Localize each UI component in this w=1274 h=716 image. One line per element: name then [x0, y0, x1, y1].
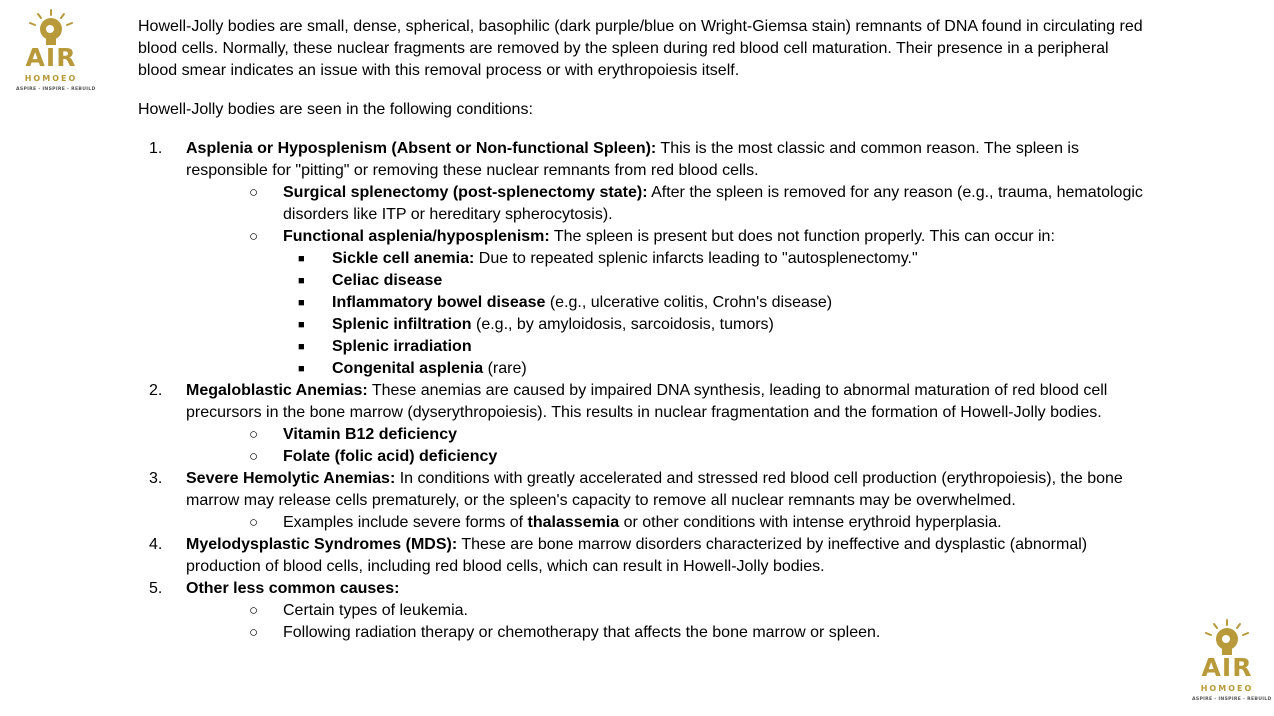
sub-list: [186, 424, 1148, 468]
brand-subtitle: HOMOEO: [1200, 684, 1254, 693]
item-text: These anemias are caused by impaired DNA synthesis, leading to abnormal maturation of red blood cell precursors in the bone marrow (dyserythropoiesis). This results in nuclear fragmentation and the formation of Howell-Jolly bodies.: [186, 382, 1108, 421]
sub-item-prefix: Examples include severe forms of: [283, 514, 528, 531]
brand-tagline: ASPIRE - INSPIRE - REBUILD: [16, 87, 96, 92]
sub-sub-item: [186, 270, 1148, 292]
square-bullet-icon: ■: [298, 253, 305, 265]
sub-item-title: Folate (folic acid) deficiency: [283, 448, 498, 465]
item-title: Asplenia or Hyposplenism (Absent or Non-functional Spleen):: [186, 140, 657, 157]
sub-list: [186, 600, 1148, 644]
sub-item-title: Vitamin B12 deficiency: [283, 426, 457, 443]
item-number: 1.: [149, 140, 163, 157]
hollow-bullet-icon: ○: [249, 184, 259, 201]
lead-paragraph: Howell-Jolly bodies are seen in the following conditions:: [138, 101, 533, 118]
square-bullet-icon: ■: [298, 275, 305, 287]
brand-logo-bottom-right: [1192, 619, 1272, 705]
sub-list: [186, 182, 1148, 380]
sub-item: [186, 424, 1148, 446]
sub-sub-item-text: (e.g., ulcerative colitis, Crohn's disease): [545, 294, 833, 311]
sub-sub-item-title: Sickle cell anemia:: [332, 250, 475, 267]
list-item: [138, 468, 1148, 534]
sub-item: [186, 622, 1148, 644]
sub-item: [186, 446, 1148, 468]
square-bullet-icon: ■: [298, 341, 305, 353]
sub-sub-item: [186, 248, 1148, 270]
sub-sub-item-text: Due to repeated splenic infarcts leading to "autosplenectomy.": [474, 250, 918, 267]
sub-sub-item: [186, 336, 1148, 358]
sub-item: [186, 182, 1148, 226]
item-text: In conditions with greatly accelerated and stressed red blood cell production (erythropoiesis), the bone marrow may release cells prematurely, or the spleen's capacity to remove all nuclear remnants may be overwhelmed.: [186, 470, 1123, 509]
sub-sub-item-title: Splenic irradiation: [332, 338, 472, 355]
sub-sub-item: [186, 314, 1148, 336]
item-number: 4.: [149, 536, 163, 553]
sub-item-text: After the spleen is removed for any reason (e.g., trauma, hematologic disorders like ITP or hereditary spherocytosis).: [283, 184, 1143, 223]
sub-item-text: The spleen is present but does not function properly. This can occur in:: [549, 228, 1055, 245]
item-number: 3.: [149, 470, 163, 487]
sub-sub-item-title: Congenital asplenia: [332, 360, 484, 377]
brand-name: AIR: [25, 43, 77, 72]
item-text: This is the most classic and common reason. The spleen is responsible for "pitting" or removing these nuclear remnants from red blood cells.: [186, 140, 1079, 179]
sub-item-text: or other conditions with intense erythroid hyperplasia.: [619, 514, 1002, 531]
sub-item: [186, 226, 1148, 248]
list-item: [138, 534, 1148, 578]
sub-sub-item-title: Splenic infiltration: [332, 316, 472, 333]
item-number: 2.: [149, 382, 163, 399]
sub-sub-item: [186, 358, 1148, 380]
brand-name: AIR: [1201, 653, 1253, 682]
brand-tagline: ASPIRE - INSPIRE - REBUILD: [1192, 697, 1272, 702]
item-title: Megaloblastic Anemias:: [186, 382, 368, 399]
sub-sub-item-title: Celiac disease: [332, 272, 443, 289]
sub-sub-item-text: (rare): [483, 360, 527, 377]
hollow-bullet-icon: ○: [249, 624, 259, 641]
hollow-bullet-icon: ○: [249, 448, 259, 465]
square-bullet-icon: ■: [298, 319, 305, 331]
item-title: Severe Hemolytic Anemias:: [186, 470, 396, 487]
sub-sub-item-text: (e.g., by amyloidosis, sarcoidosis, tumors): [471, 316, 774, 333]
item-title: Other less common causes:: [186, 580, 400, 597]
list-item: [138, 138, 1148, 380]
sub-item-title: Functional asplenia/hyposplenism:: [283, 228, 550, 245]
list-item: [138, 380, 1148, 468]
sub-item-prefix: Following radiation therapy or chemotherapy that affects the bone marrow or spleen.: [283, 624, 881, 641]
sub-item-prefix: Certain types of leukemia.: [283, 602, 468, 619]
item-number: 5.: [149, 580, 163, 597]
document-body: [138, 16, 1148, 644]
square-bullet-icon: ■: [298, 363, 305, 375]
hollow-bullet-icon: ○: [249, 602, 259, 619]
item-text: These are bone marrow disorders characterized by ineffective and dysplastic (abnormal) production of blood cells, including red blood cells, which can result in Howell-Jolly bodies.: [186, 536, 1088, 575]
hollow-bullet-icon: ○: [249, 514, 259, 531]
item-title: Myelodysplastic Syndromes (MDS):: [186, 536, 458, 553]
square-bullet-icon: ■: [298, 297, 305, 309]
hollow-bullet-icon: ○: [249, 426, 259, 443]
sub-item-title: Surgical splenectomy (post-splenectomy state):: [283, 184, 648, 201]
sub-sub-item: [186, 292, 1148, 314]
intro-paragraph: Howell-Jolly bodies are small, dense, spherical, basophilic (dark purple/blue on Wright-Giemsa stain) remnants of DNA found in circulating red blood cells. Normally, these nuclear fragments are removed by the spleen during red blood cell maturation. Their presence in a peripheral blood smear indicates an issue with this removal process or with erythropoiesis itself.: [138, 18, 1143, 79]
sub-item-title: thalassemia: [527, 514, 620, 531]
hollow-bullet-icon: ○: [249, 228, 259, 245]
sub-sub-item-title: Inflammatory bowel disease: [332, 294, 546, 311]
sub-item: [186, 512, 1148, 534]
list-item: [138, 578, 1148, 644]
sub-list: [186, 512, 1148, 534]
conditions-list: [138, 138, 1148, 644]
brand-subtitle: HOMOEO: [24, 74, 78, 83]
brand-logo-top-left: [16, 9, 96, 95]
sub-item: [186, 600, 1148, 622]
